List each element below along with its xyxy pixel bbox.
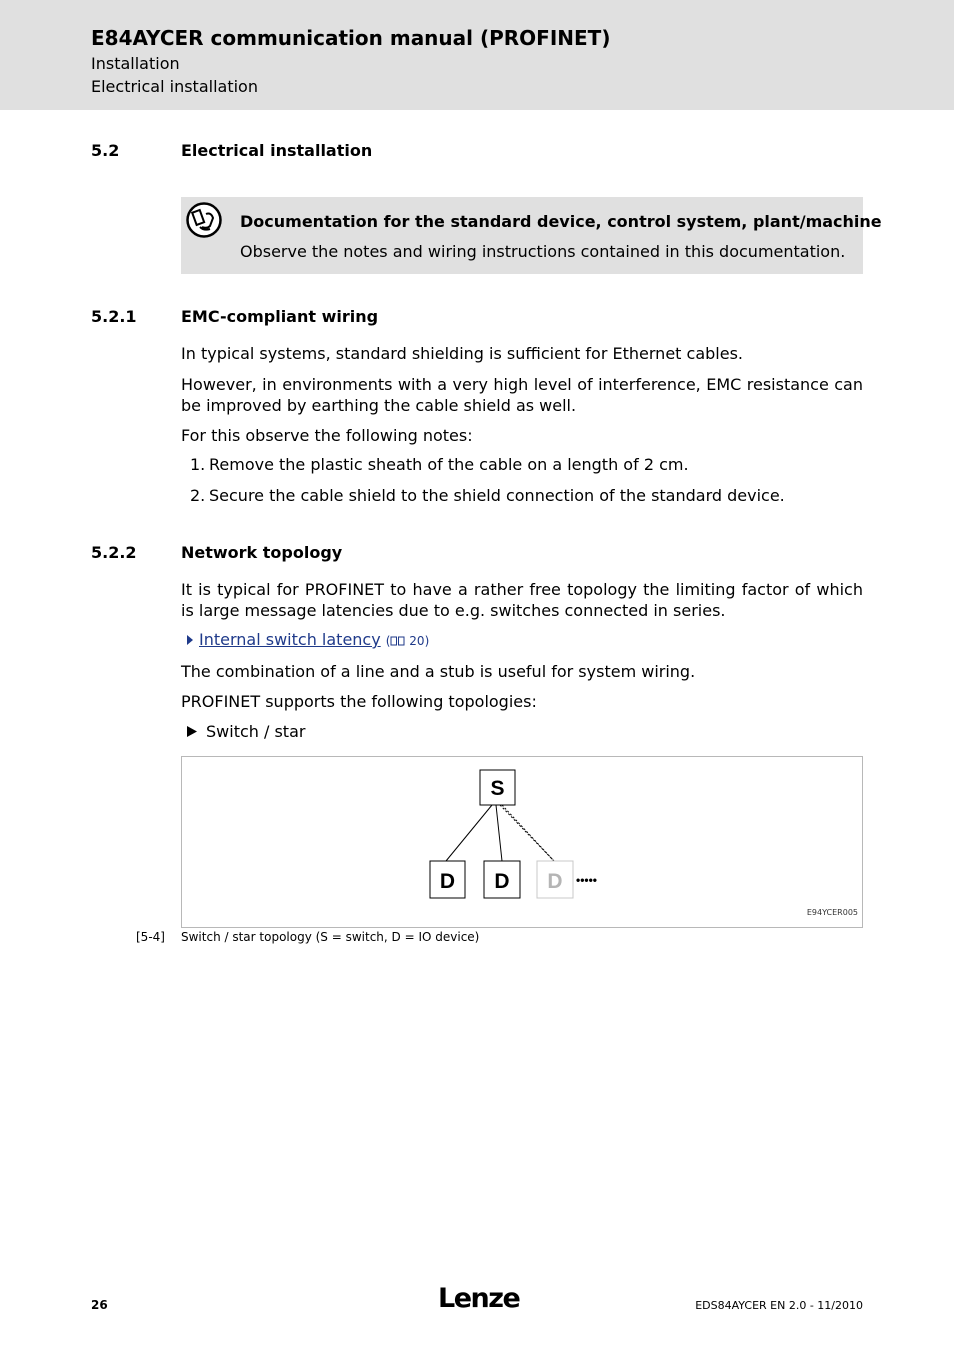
paragraph: PROFINET supports the following topologies:	[181, 692, 537, 711]
switch-label: S	[490, 777, 505, 800]
more-devices-ellipsis: •••••	[576, 873, 598, 887]
figure-code: E94YCER005	[806, 908, 858, 917]
subsection-number: 5.2.2	[91, 543, 137, 562]
bullet-text: Switch / star	[206, 722, 306, 741]
book-icon	[390, 636, 405, 646]
star-topology-diagram	[182, 757, 862, 927]
document-reference: EDS84AYCER EN 2.0 - 11/2010	[695, 1299, 863, 1312]
documentation-note-icon	[185, 201, 223, 239]
cross-reference[interactable]	[186, 630, 429, 649]
connection-line-optional	[502, 805, 554, 861]
section-number: 5.2	[91, 141, 120, 160]
device-label-optional: D	[547, 870, 563, 893]
document-title: E84AYCER communication manual (PROFINET)	[91, 26, 611, 50]
breadcrumb-section: Electrical installation	[91, 77, 258, 96]
page-reference-number[interactable]: 20	[409, 634, 425, 648]
bullet-triangle-icon	[186, 725, 198, 738]
note-title: Documentation for the standard device, control system, plant/machine	[240, 212, 882, 231]
paragraph: It is typical for PROFINET to have a rather free topology the limiting factor of which is large message latencies due to e.g. switches connected in series.	[181, 580, 863, 620]
step-text: Remove the plastic sheath of the cable on a length of 2 cm.	[209, 455, 689, 474]
lenze-logo: Lenze	[438, 1283, 520, 1314]
documentation-note	[181, 197, 863, 274]
figure-caption: Switch / star topology (S = switch, D = IO device)	[181, 930, 480, 944]
paragraph: However, in environments with a very high level of interference, EMC resistance can be improved by earthing the cable shield as well.	[181, 375, 863, 415]
section-title: Electrical installation	[181, 141, 373, 160]
device-label: D	[439, 870, 456, 893]
connection-line	[496, 805, 502, 861]
step-text: Secure the cable shield to the shield connection of the standard device.	[209, 486, 785, 505]
topology-figure	[181, 756, 863, 928]
internal-switch-latency-link[interactable]: Internal switch latency	[199, 630, 381, 649]
device-label: D	[494, 870, 510, 893]
paragraph: For this observe the following notes:	[181, 426, 473, 445]
connection-line	[446, 805, 492, 861]
subsection-number: 5.2.1	[91, 307, 137, 326]
paragraph: In typical systems, standard shielding is sufficient for Ethernet cables.	[181, 344, 743, 363]
subsection-title: Network topology	[181, 543, 343, 562]
step-number: 2.	[190, 486, 206, 505]
link-arrow-icon	[186, 634, 194, 646]
step-number: 1.	[190, 455, 206, 474]
page-reference[interactable]: ( 20)	[385, 634, 430, 648]
bullet-item	[186, 722, 305, 741]
figure-number: [5-4]	[136, 930, 165, 944]
page-number: 26	[91, 1298, 108, 1312]
breadcrumb-chapter: Installation	[91, 54, 180, 73]
subsection-title: EMC-compliant wiring	[181, 307, 379, 326]
paragraph: The combination of a line and a stub is useful for system wiring.	[181, 662, 696, 681]
note-text: Observe the notes and wiring instructions contained in this documentation.	[240, 242, 846, 261]
